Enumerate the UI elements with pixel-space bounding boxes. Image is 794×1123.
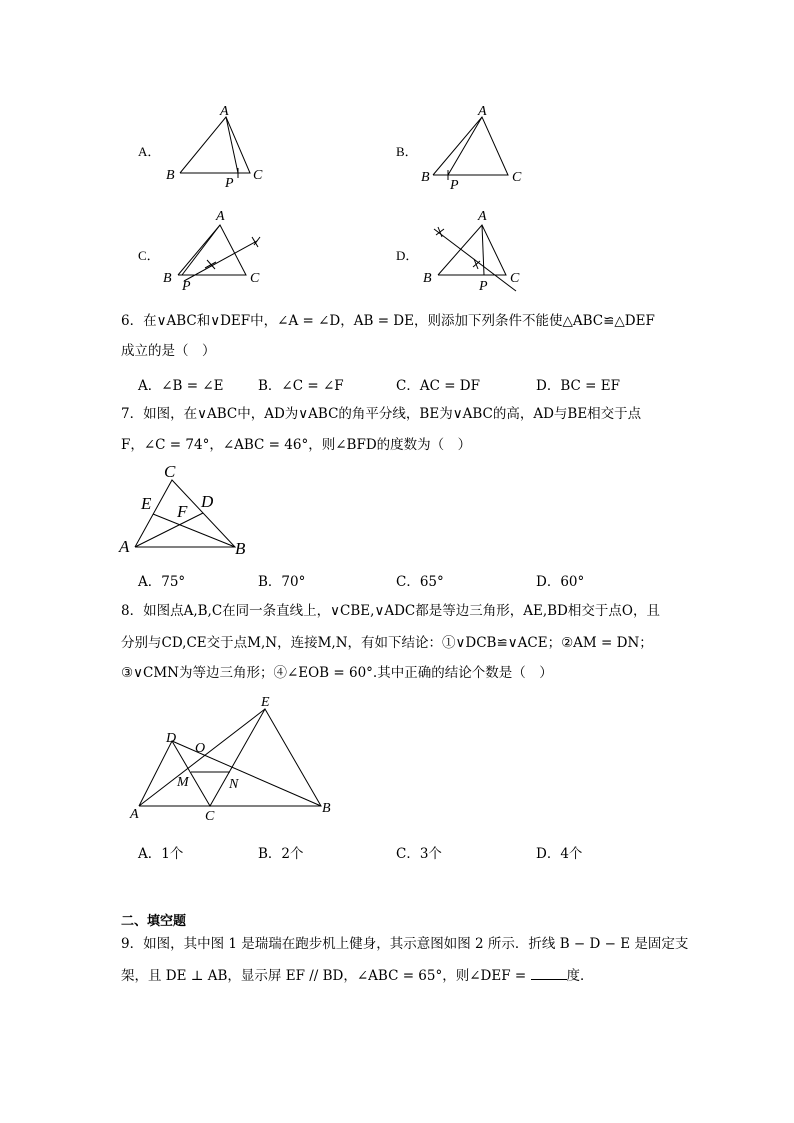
- question-8-option-a: A．1个: [138, 846, 184, 862]
- vertex-label-b: B: [166, 168, 175, 183]
- vertex-label-a: A: [216, 209, 225, 224]
- option-d-label: D．: [396, 248, 419, 263]
- figure-option-c: [160, 205, 280, 300]
- option-b-label: B．: [396, 144, 418, 159]
- vertex-label-c: C: [253, 168, 263, 183]
- vertex-label-b: B: [235, 539, 246, 558]
- vertex-label-b: B: [322, 801, 331, 816]
- vertex-label-a: A: [119, 537, 130, 556]
- question-6-line-2: 成立的是（ ）: [121, 343, 216, 359]
- question-8-line-3: ③∨CMN为等边三角形；④∠EOB = 60°.其中正确的结论个数是（ ）: [121, 665, 553, 681]
- vertex-label-p: P: [450, 178, 459, 193]
- question-7-option-a: A．75°: [138, 574, 186, 590]
- answer-blank[interactable]: [531, 966, 567, 980]
- question-8-option-c: C．3个: [396, 846, 442, 862]
- question-6-option-c: C．AC = DF: [396, 378, 480, 394]
- question-9-line-2-end: 度．: [566, 968, 594, 984]
- vertex-label-p: P: [479, 279, 488, 294]
- vertex-label-p: P: [182, 279, 191, 294]
- vertex-label-c: C: [512, 170, 522, 185]
- question-8-option-d: D．4个: [536, 846, 583, 862]
- question-9-line-2: [121, 966, 594, 985]
- question-6-option-a: A．∠B = ∠E: [138, 378, 224, 394]
- figure-option-a: [160, 100, 280, 195]
- section-title: 二、填空题: [121, 914, 187, 929]
- vertex-label-a: A: [220, 104, 229, 119]
- question-7-line-1: 7．如图，在∨ABC中，AD为∨ABC的角平分线，BE为∨ABC的高，AD与BE相交于点: [121, 406, 642, 422]
- question-8-line-1: 8．如图点A,B,C在同一条直线上，∨CBE,∨ADC都是等边三角形，AE,BD相交于点O，且: [121, 603, 660, 619]
- question-7-option-b: B．70°: [258, 574, 306, 590]
- vertex-label-c: C: [250, 271, 260, 286]
- figure-question-7: [115, 462, 255, 560]
- question-6-option-d: D．BC = EF: [536, 378, 620, 394]
- vertex-label-a: A: [478, 209, 487, 224]
- question-7-option-c: C．65°: [396, 574, 444, 590]
- question-8-line-2: 分别与CD,CE交于点M,N，连接M,N，有如下结论：①∨DCB≌∨ACE；②AM = DN；: [121, 635, 653, 651]
- question-7-option-d: D．60°: [536, 574, 585, 590]
- vertex-label-a: A: [478, 104, 487, 119]
- option-a-label: A．: [138, 144, 161, 159]
- vertex-label-c: C: [205, 809, 215, 824]
- vertex-label-d: D: [166, 731, 177, 746]
- vertex-label-a: A: [130, 807, 139, 822]
- figure-option-b: [418, 100, 538, 195]
- vertex-label-c: C: [164, 462, 176, 481]
- question-9-line-1: 9．如图，其中图 1 是瑞瑞在跑步机上健身，其示意图如图 2 所示．折线 B − D − E 是固定支: [121, 936, 689, 952]
- option-c-label: C．: [138, 248, 160, 263]
- vertex-label-b: B: [421, 170, 430, 185]
- figure-option-d: [418, 205, 538, 300]
- figure-question-8: [125, 695, 340, 825]
- vertex-label-e: E: [261, 695, 270, 710]
- question-9-line-2-text: 架，且 DE ⊥ AB，显示屏 EF // BD，∠ABC = 65°，则∠DEF =: [121, 968, 531, 984]
- question-8-option-b: B．2个: [258, 846, 304, 862]
- question-7-line-2: F，∠C = 74°，∠ABC = 46°，则∠BFD的度数为（ ）: [121, 437, 472, 453]
- question-6-option-b: B．∠C = ∠F: [258, 378, 344, 394]
- vertex-label-m: M: [177, 775, 189, 790]
- question-6-line-1: 6．在∨ABC和∨DEF中，∠A = ∠D，AB = DE，则添加下列条件不能使△ABC≌△DEF: [121, 313, 655, 329]
- vertex-label-c: C: [510, 271, 520, 286]
- vertex-label-f: F: [177, 502, 188, 521]
- vertex-label-o: O: [195, 741, 206, 756]
- vertex-label-d: D: [201, 492, 214, 511]
- vertex-label-b: B: [423, 271, 432, 286]
- vertex-label-p: P: [225, 176, 234, 191]
- vertex-label-n: N: [229, 777, 239, 792]
- vertex-label-e: E: [141, 494, 152, 513]
- equilateral-triangles-diagram: [125, 695, 340, 825]
- vertex-label-b: B: [163, 271, 172, 286]
